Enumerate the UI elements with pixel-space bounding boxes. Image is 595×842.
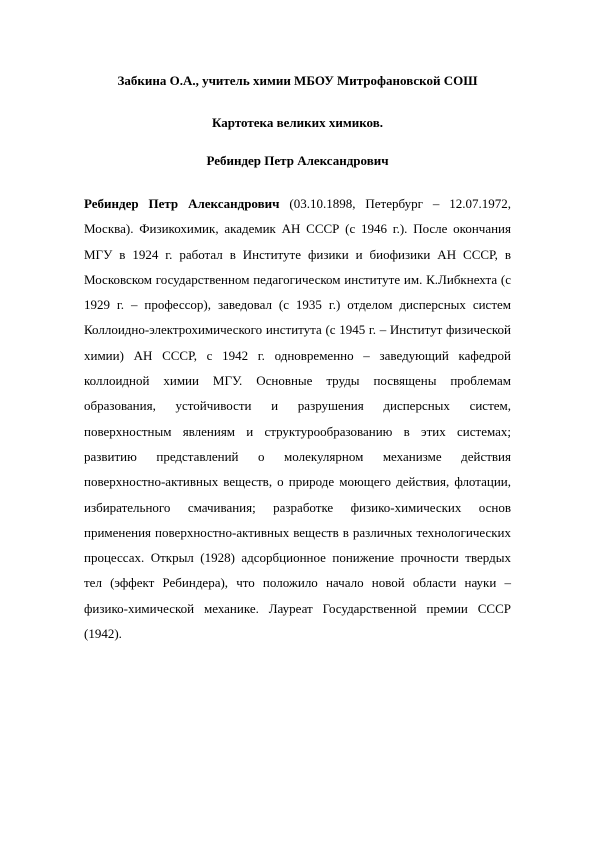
chemist-name-heading: Ребиндер Петр Александрович — [206, 153, 389, 168]
biography-lead-name: Ребиндер Петр Александрович — [84, 196, 280, 211]
document-title: Картотека великих химиков. — [212, 115, 383, 130]
biography-text: (03.10.1898, Петербург – 12.07.1972, Москва). Физикохимик, академик АН СССР (с 1946 г.). После окончания МГУ в 1924 г. работал в Институте физики и биофизики АН СССР, в Московском государственном педагогическом институте им. К.Либкнехта (с 1929 г. – профессор), заведовал (с 1935 г.) отделом дисперсных систем Коллоидно-электрохимического института (с 1945 г. – Институт физической химии) АН СССР, с 1942 г. одновременно – заведующий кафедрой коллоидной химии МГУ. Основные труды посвящены проблемам образования, устойчивости и разрушения дисперсных систем, поверхностным явлениям и структурообразованию в этих системах; развитию представлений о молекулярном механизме действия поверхностно-активных веществ, о природе моющего действия, флотации, избирательного смачивания; разработке физико-химических основ применения поверхностно-активных веществ в различных технологических процессах. Открыл (1928) адсорбционное понижение прочности твердых тел (эффект Ребиндера), что положило начало новой области науки – физико-химической механике. Лауреат Государственной премии СССР (1942). — [84, 196, 511, 642]
biography-paragraph — [84, 191, 511, 646]
author-line: Забкина О.А., учитель химии МБОУ Митрофановской СОШ — [117, 73, 478, 88]
